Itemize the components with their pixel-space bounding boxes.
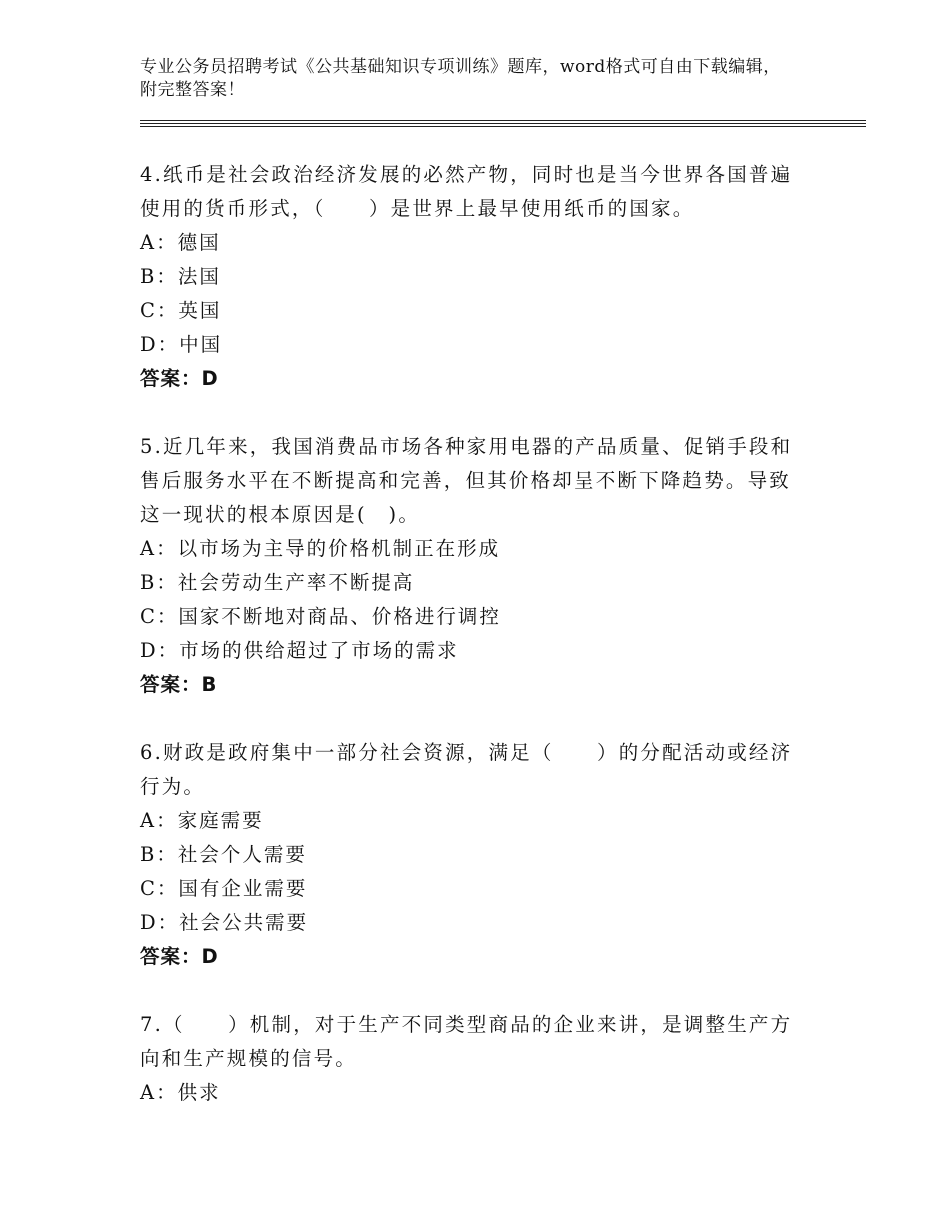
option-b: B：社会劳动生产率不断提高 [140, 571, 415, 594]
option-d: D：市场的供给超过了市场的需求 [140, 639, 459, 662]
question-text: 4.纸币是社会政治经济发展的必然产物，同时也是当今世界各国普遍使用的货币形式，（ ）是世界上最早使用纸币的国家。 [140, 163, 793, 220]
question-text: 5.近几年来，我国消费品市场各种家用电器的产品质量、促销手段和售后服务水平在不断提高和完善，但其价格却呈不断下降趋势。导致这一现状的根本原因是( )。 [140, 435, 793, 526]
option-d: D：社会公共需要 [140, 911, 309, 934]
question-5 [140, 430, 800, 702]
question-4 [140, 158, 800, 396]
option-d: D：中国 [140, 333, 223, 356]
question-6 [140, 736, 800, 974]
option-a: A：供求 [140, 1081, 221, 1104]
header-divider [140, 120, 866, 129]
question-text: 7.（ ）机制，对于生产不同类型商品的企业来讲，是调整生产方向和生产规模的信号。 [140, 1013, 793, 1070]
document-header: 专业公务员招聘考试《公共基础知识专项训练》题库，word格式可自由下载编辑，附完整答案！ [140, 57, 781, 100]
answer: 答案：D [140, 367, 219, 390]
question-7 [140, 1008, 800, 1110]
option-a: A：家庭需要 [140, 809, 264, 832]
option-b: B：法国 [140, 265, 221, 288]
option-a: A：以市场为主导的价格机制正在形成 [140, 537, 501, 560]
option-a: A：德国 [140, 231, 221, 254]
option-b: B：社会个人需要 [140, 843, 307, 866]
option-c: C：国有企业需要 [140, 877, 308, 900]
answer: 答案：B [140, 673, 218, 696]
option-c: C：国家不断地对商品、价格进行调控 [140, 605, 501, 628]
option-c: C：英国 [140, 299, 222, 322]
answer: 答案：D [140, 945, 219, 968]
question-text: 6.财政是政府集中一部分社会资源，满足（ ）的分配活动或经济行为。 [140, 741, 793, 798]
question-list [140, 158, 800, 1144]
